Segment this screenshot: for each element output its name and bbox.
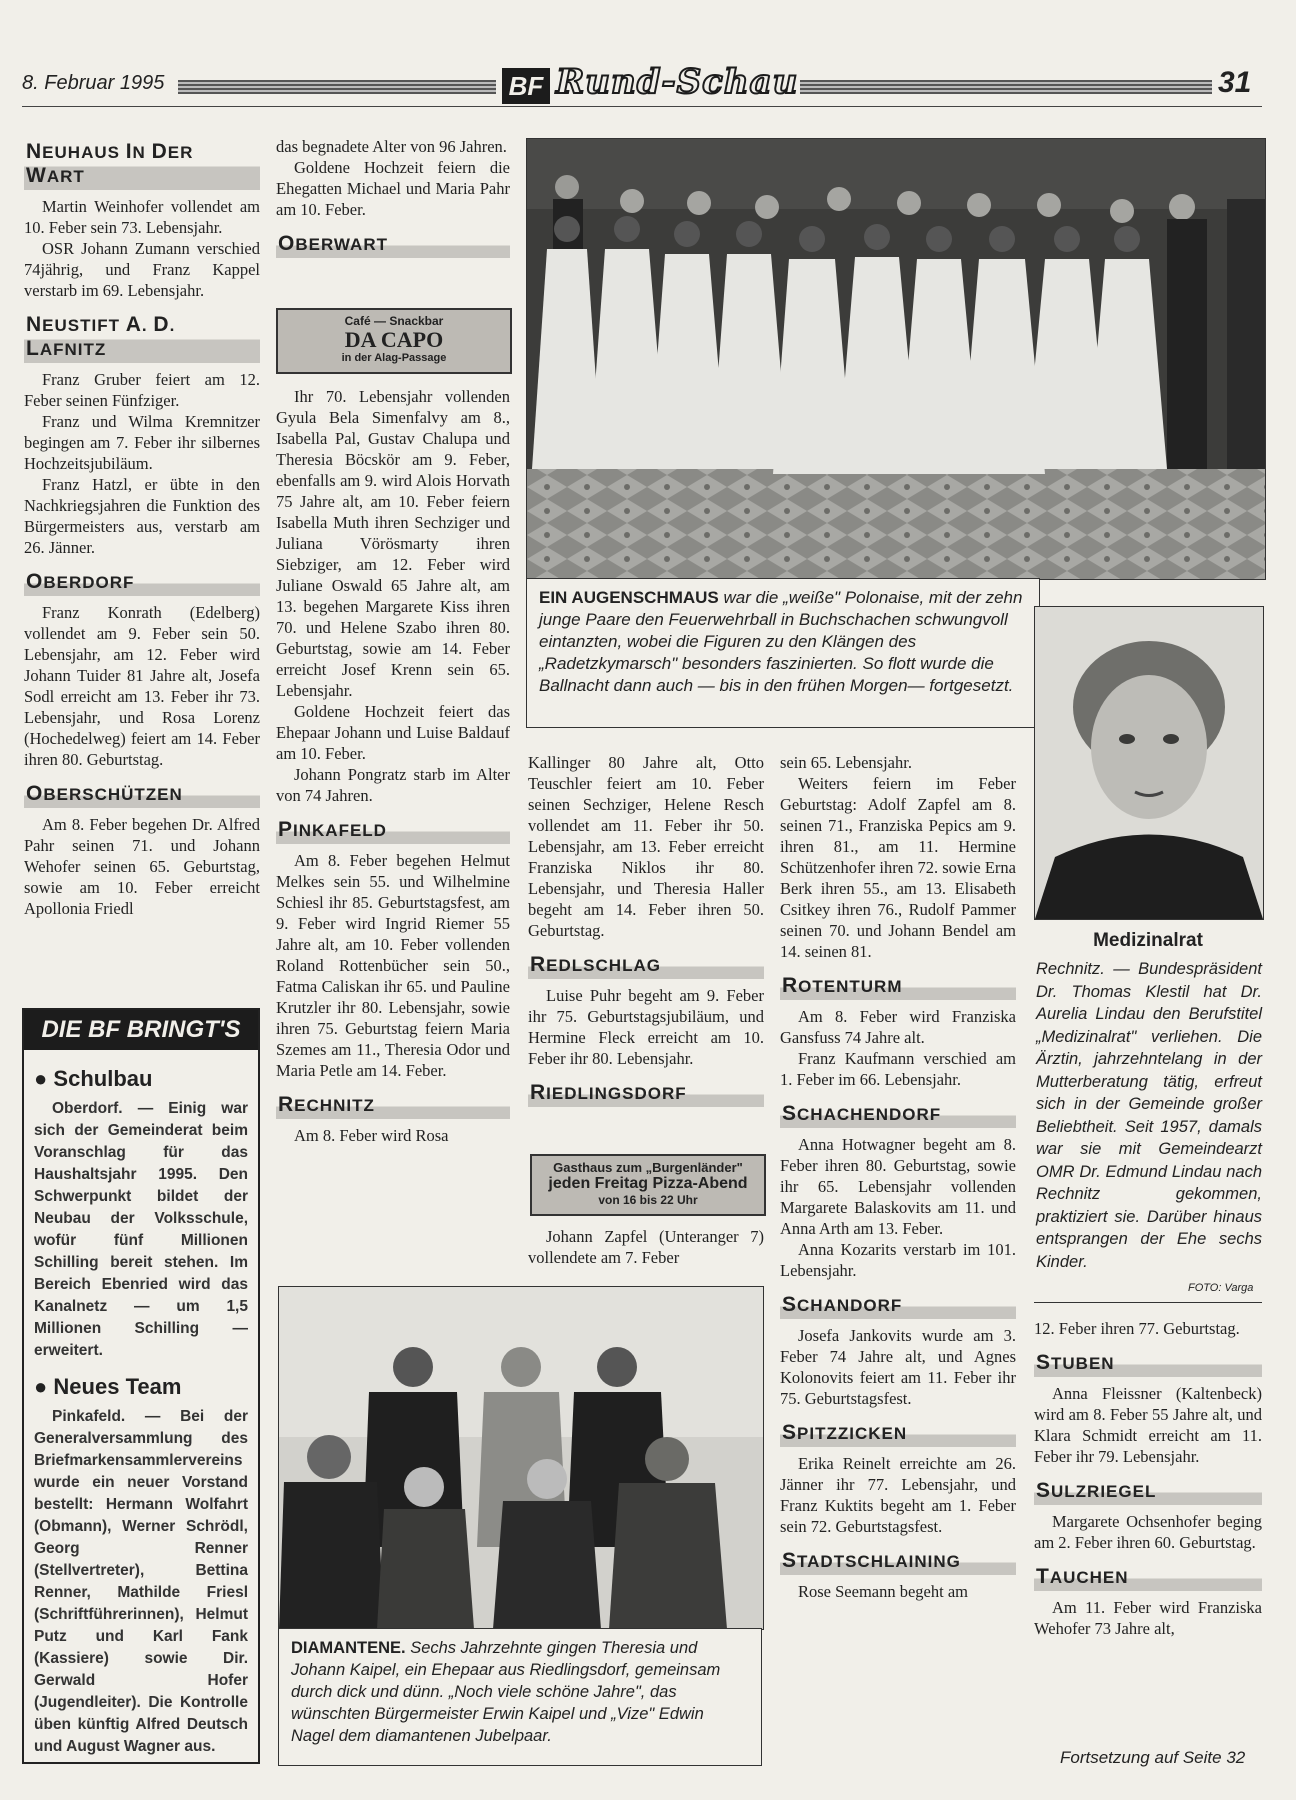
ad-line: Gasthaus zum „Burgenländer" — [553, 1160, 743, 1175]
section-title-pinkafeld: PINKAFELD — [276, 816, 510, 844]
paragraph: 12. Feber ihren 77. Geburtstag. — [1034, 1319, 1240, 1338]
section-title-stuben: STUBEN — [1034, 1349, 1262, 1377]
paragraph: Anna Hotwagner begeht am 8. Feber ihren 80. Geburtstag, sowie ihr 65. Lebensjahr vollenden Margarete Balaskovits am 11. und Anna Arth am 13. Feber. — [780, 1135, 1016, 1238]
section-title-sulzriegel: SULZRIEGEL — [1034, 1477, 1262, 1505]
portrait-image — [1035, 607, 1263, 919]
paragraph: Franz Hatzl, er übte in den Nachkriegsjahren die Funktion des Bürgermeisters aus, verstarb am 26. Jänner. — [24, 475, 260, 557]
diamantene-photo — [278, 1286, 764, 1630]
paragraph: Franz Gruber feiert am 12. Feber seinen Fünfziger. — [24, 370, 260, 410]
diamantene-photo-image — [279, 1287, 763, 1629]
paragraph: Luise Puhr begeht am 9. Feber ihr 75. Geburtstagsjubiläum, und Hermine Fleck erreicht am 10. Feber ihr 80. Lebensjahr. — [528, 986, 764, 1068]
caption-lead: DIAMANTENE. — [291, 1639, 406, 1657]
publication-title: Rund-Schau — [556, 62, 799, 102]
paragraph: Am 11. Feber wird Franziska Wehofer 73 Jahre alt, — [1034, 1598, 1262, 1638]
paragraph: Am 8. Feber wird Franziska Gansfuss 74 Jahre alt. — [780, 1007, 1016, 1047]
paragraph: Ihr 70. Lebensjahr vollenden Gyula Bela Simenfalvy am 8., Isabella Pal, Gustav Chalupa und Theresia Böcskör am 9. Feber, ebenfalls am 9. wird Alois Horvath 75 Jahre alt, am 10. Feber feiern Isabella Muth ihren Sechziger und Juliana Vörösmarty ihren Siebziger, am 12. Feber wird Juliane Oswald 65 Jahre alt, am 13. begehen Margarete Kiss ihren 70. und Helene Szabo ihren 80. Geburtstag, sowie am 14. Feber erreicht Josef Krenn sein 65. Lebensjahr. — [276, 387, 510, 700]
section-title-schandorf: SCHANDORF — [780, 1291, 1016, 1319]
polonaise-caption-box — [526, 578, 1040, 728]
section-title-riedlingsdorf: RIEDLINGSDORF — [528, 1079, 764, 1107]
paragraph: Franz und Wilma Kremnitzer begingen am 7. Feber ihr silbernes Hochzeitsjubiläum. — [24, 412, 260, 473]
continued-note[interactable]: Fortsetzung auf Seite 32 — [1060, 1748, 1246, 1767]
ad-gasthaus — [530, 1154, 766, 1216]
paragraph: Martin Weinhofer vollendet am 10. Feber sein 73. Lebensjahr. — [24, 197, 260, 237]
paragraph: Rose Seemann begeht am — [798, 1582, 968, 1601]
photo-credit: FOTO: Varga — [1188, 1282, 1254, 1294]
column-4 — [780, 752, 1016, 1602]
header-rule-right — [800, 80, 1212, 94]
paragraph: Am 8. Feber begehen Dr. Alfred Pahr seinen 71. und Johann Wehofer seinen 65. Geburtstag, sowie am 10. Feber erreicht Apollonia Friedl — [24, 815, 260, 918]
bf-logo-text: BF — [508, 71, 544, 101]
paragraph: Margarete Ochsenhofer beging am 2. Feber ihren 60. Geburtstag. — [1034, 1512, 1262, 1552]
section-title-stadtschlaining: STADTSCHLAINING — [780, 1547, 1016, 1575]
portrait-photo — [1034, 606, 1264, 920]
portrait-divider — [1034, 1302, 1262, 1303]
paragraph: sein 65. Lebensjahr. — [780, 753, 912, 772]
section-title-oberwart: OBERWART — [276, 230, 510, 258]
polonaise-photo — [526, 138, 1266, 580]
caption-text: war die „weiße" Polonaise, mit der zehn junge Paare den Feuerwehrball in Buchschachen schwungvoll eintanzten, wobei die Figuren zu den Klängen des „Radetzkymarsch" besonders faszinierten. So flott wurde die Ballnacht dann auch — bis in den frühen Morgen— fortgesetzt. — [539, 588, 1023, 695]
paragraph: Erika Reinelt erreichte am 26. Jänner ihr 77. Lebensjahr, und Franz Kuktits begeht am 1. Feber sein 72. Geburtstagsfest. — [780, 1454, 1016, 1536]
column-3 — [528, 752, 764, 1113]
paragraph: das begnadete Alter von 96 Jahren. — [276, 137, 507, 156]
paragraph: Josefa Jankovits wurde am 3. Feber 74 Jahre alt, und Agnes Kolonovits feiert am 11. Feber ihr 75. Geburtstagsfest. — [780, 1326, 1016, 1408]
bullet-icon: ● — [34, 1066, 48, 1091]
news-text: Pinkafeld. — Bei der Generalversammlung des Briefmarkensammlervereins wurde ein neuer Vorstand bestellt: Hermann Wolfahrt (Obmann), Werner Schrödl, Georg Renner (Stellvertreter), Bettina Renner, Mathilde Friesl (Schriftführerinnen), Helmut Putz und Karl Fank (Kassiere) sowie Dir. Gerwald Hofer (Jugendleiter). Die Kontrolle üben künftig Alfred Deutsch und August Wagner aus. — [34, 1408, 248, 1755]
paragraph: Am 8. Feber begehen Helmut Melkes sein 55. und Wilhelmine Schiesl ihr 85. Geburtstagsfest, am 9. Feber wird Ingrid Riemer 55 Jahre alt, am 10. Feber vollenden Roland Rottenbücher sein 50., Fatma Caliskan ihr 65. und Pauline Krutzler ihr 80. Lebensjahr, sowie ihren 75. Geburtstag feiern Maria Szemes am 11., Theresia Odor und Maria Petle am 14. Feber. — [276, 851, 510, 1080]
paragraph: Franz Konrath (Edelberg) vollendet am 9. Feber sein 50. Lebensjahr, am 12. Feber wird Johann Tuider 81 Jahre alt, Josefa Sodl erreicht am 13. Feber ihr 73. Lebensjahr, und Rosa Lorenz (Hochedelweg) feiert am 14. Feber ihren 80. Geburtstag. — [24, 603, 260, 769]
portrait-text: Rechnitz. — Bundespräsident Dr. Thomas Klestil hat Dr. Aurelia Lindau den Berufstitel „Medizinalrat" verliehen. Die Ärztin, jahrzehntelang in der Mutterberatung tätig, erfreut sich in der Gemeinde großer Beliebtheit. Seit 1957, damals war sie mit Gemeindearzt OMR Dr. Edmund Lindau nach Rechnitz gekommen, praktiziert sie. Darüber hinaus entsprangen der Ehe sechs Kinder. — [1036, 960, 1262, 1271]
news-heading: Neues Team — [53, 1374, 182, 1399]
bf-bringts-box — [22, 1008, 260, 1764]
news-heading: Schulbau — [53, 1066, 153, 1091]
ad-dacapo — [276, 308, 512, 374]
ad-line: in der Alag-Passage — [341, 352, 447, 364]
portrait-title: Medizinalrat — [1093, 930, 1203, 951]
diamantene-caption-box — [278, 1628, 762, 1766]
section-title-redlschlag: REDLSCHLAG — [528, 951, 764, 979]
section-title-neustift: NEUSTIFT A. D. LAFNITZ — [24, 311, 260, 363]
bf-logo — [502, 68, 550, 104]
column-1 — [24, 138, 260, 919]
section-title-oberdorf: OBERDORF — [24, 568, 260, 596]
column-3-cont — [528, 1226, 764, 1268]
paragraph: Anna Kozarits verstarb im 101. Lebensjahr. — [780, 1240, 1016, 1280]
section-title-spitzzicken: SPITZZICKEN — [780, 1419, 1016, 1447]
paragraph: Kallinger 80 Jahre alt, Otto Teuschler feiert am 10. Feber seinen Sechziger, Helene Resch vollendet am 11. Feber ihr 50. Lebensjahr, am 13. Feber erreicht Franziska Niklos ihr 80. Lebensjahr, und Theresia Haller begeht am 14. Feber ihren 50. Geburtstag. — [528, 753, 764, 940]
ad-brand: DA CAPO — [344, 327, 444, 352]
paragraph: Johann Zapfel (Unteranger 7) vollendete am 7. Feber — [528, 1227, 764, 1267]
issue-date: 8. Februar 1995 — [22, 72, 165, 94]
section-title-schachendorf: SCHACHENDORF — [780, 1100, 1016, 1128]
paragraph: Am 8. Feber wird Rosa — [294, 1126, 449, 1145]
header-underline — [22, 106, 1262, 107]
ad-line: jeden Freitag Pizza-Abend — [548, 1175, 748, 1192]
paragraph: Weiters feiern im Feber Geburtstag: Adolf Zapfel am 8. seinen 71., Franziska Pepics am 9. ihren 81., am 11. Hermine Schützenhofer ihren 72. sowie Erna Berk ihren 55., am 13. Elisabeth Csitkey ihren 76., Rudolf Pammer seinen 70. und Johann Bendel am 14. seinen 81. — [780, 774, 1016, 961]
ad-line: von 16 bis 22 Uhr — [598, 1193, 698, 1207]
section-title-neuhaus: NEUHAUS IN DER WART — [24, 138, 260, 190]
section-title-tauchen: TAUCHEN — [1034, 1563, 1262, 1591]
column-2-cont — [276, 386, 510, 1146]
header-rule-left — [178, 80, 496, 94]
section-title-rotenturm: ROTENTURM — [780, 972, 1016, 1000]
page-number: 31 — [1218, 66, 1252, 99]
section-title-oberschuetzen: OBERSCHÜTZEN — [24, 780, 260, 808]
paragraph: Goldene Hochzeit feiert das Ehepaar Johann und Luise Baldauf am 10. Feber. — [276, 702, 510, 763]
column-2 — [276, 136, 510, 264]
bf-bringts-title: DIE BF BRINGT'S — [24, 1010, 258, 1050]
paragraph: Anna Fleissner (Kaltenbeck) wird am 8. Feber 55 Jahre alt, und Klara Schmidt erreicht am 11. Feber ihr 79. Lebensjahr. — [1034, 1384, 1262, 1466]
paragraph: Franz Kaufmann verschied am 1. Feber im 66. Lebensjahr. — [780, 1049, 1016, 1089]
paragraph: Goldene Hochzeit feiern die Ehegatten Michael und Maria Pahr am 10. Feber. — [276, 158, 510, 219]
polonaise-photo-image — [527, 139, 1265, 579]
paragraph: OSR Johann Zumann verschied 74jährig, und Franz Kappel verstarb im 69. Lebensjahr. — [24, 239, 260, 300]
column-5 — [1034, 1318, 1262, 1639]
caption-text: Sechs Jahrzehnte gingen Theresia und Johann Kaipel, ein Ehepaar aus Riedlingsdorf, gemeinsam durch dick und dünn. „Noch viele schöne Jahre", das wünschten Bürgermeister Erwin Kaipel und „Vize" Edwin Nagel dem diamantenen Jubelpaar. — [291, 1639, 721, 1745]
ad-line: Café — Snackbar — [344, 314, 444, 328]
caption-lead: EIN AUGENSCHMAUS — [539, 588, 719, 607]
bullet-icon: ● — [34, 1374, 48, 1399]
paragraph: Johann Pongratz starb im Alter von 74 Jahren. — [276, 765, 510, 805]
news-text: Oberdorf. — Einig war sich der Gemeinderat beim Voranschlag für das Haushaltsjahr 1995. Den Schwerpunkt bildet der Neubau der Volksschule, wofür fünf Millionen Schilling bereit stehen. Im Bereich Ebenried wird das Kanalnetz — um 1,5 Millionen Schilling — erweitert. — [34, 1100, 248, 1359]
section-title-rechnitz: RECHNITZ — [276, 1091, 510, 1119]
